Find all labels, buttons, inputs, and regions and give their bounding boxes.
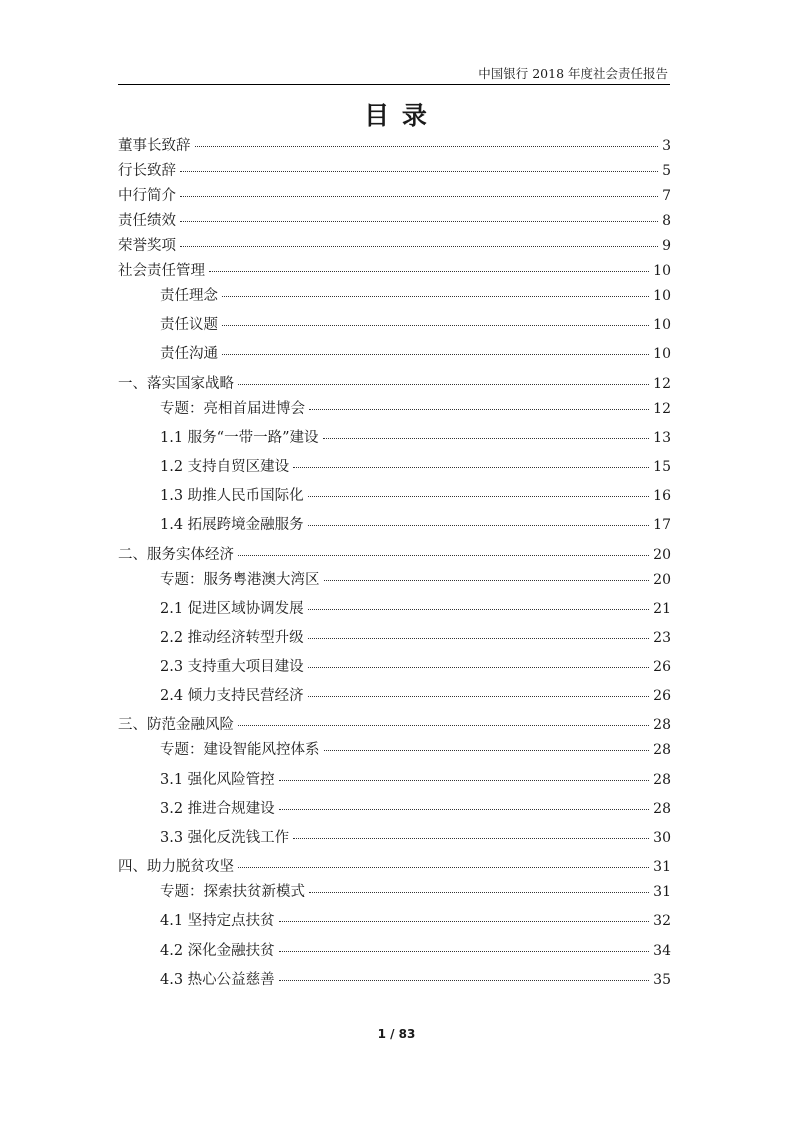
toc-entry-page: 20: [653, 571, 671, 588]
toc-entry-title: 1.2 支持自贸区建设: [160, 458, 290, 475]
toc-entry-title: 1.1 服务“一带一路”建设: [160, 429, 319, 446]
toc-entry[interactable]: [118, 426, 671, 455]
toc-entry-page: 30: [653, 830, 671, 846]
toc-entry-title: 4.2 深化金融扶贫: [160, 942, 275, 959]
toc-dot-leader: [238, 384, 649, 385]
toc-entry-page: 26: [653, 659, 671, 676]
toc-entry[interactable]: [118, 234, 671, 259]
page-number: 1 / 83: [377, 1027, 416, 1041]
toc-entry-page: 31: [653, 859, 671, 876]
toc-entry-title: 3.2 推进合规建设: [160, 800, 275, 817]
toc-entry-title: 责任理念: [160, 288, 218, 304]
toc-dot-leader: [279, 921, 650, 922]
toc-dot-leader: [279, 951, 650, 952]
toc-entry-page: 3: [662, 138, 671, 154]
toc-entry-page: 10: [653, 346, 671, 363]
toc-dot-leader: [180, 246, 658, 247]
toc-entry-page: 26: [653, 688, 671, 705]
toc-entry[interactable]: [118, 342, 671, 371]
toc-entry[interactable]: [118, 397, 671, 426]
toc-dot-leader: [309, 409, 649, 410]
toc-entry-page: 7: [662, 188, 671, 204]
toc-entry-title: 专题：建设智能风控体系: [160, 742, 320, 759]
toc-entry-page: 9: [662, 238, 671, 254]
toc-dot-leader: [279, 980, 650, 981]
toc-entry-page: 20: [653, 546, 671, 563]
toc-entry-page: 5: [662, 163, 671, 179]
toc-entry[interactable]: [118, 284, 671, 313]
toc-entry[interactable]: [118, 209, 671, 234]
toc-entry[interactable]: [118, 684, 671, 713]
toc-entry[interactable]: [118, 655, 671, 684]
toc-dot-leader: [293, 467, 649, 468]
toc-entry-title: 2.4 倾力支持民营经济: [160, 688, 304, 705]
toc-entry-title: 四、助力脱贫攻坚: [118, 859, 234, 876]
toc-entry[interactable]: [118, 738, 671, 767]
toc-dot-leader: [195, 146, 659, 147]
toc-entry[interactable]: [118, 939, 671, 968]
toc-entry-title: 2.1 促进区域协调发展: [160, 600, 304, 617]
toc-entry[interactable]: [118, 626, 671, 655]
toc-dot-leader: [180, 171, 658, 172]
toc-entry-page: 10: [653, 317, 671, 334]
toc-entry[interactable]: [118, 568, 671, 597]
toc-entry[interactable]: [118, 880, 671, 909]
toc-entry-page: 21: [653, 600, 671, 617]
toc-entry[interactable]: [118, 184, 671, 209]
toc-entry-page: 35: [653, 971, 671, 988]
toc-entry-title: 中行简介: [118, 188, 176, 204]
table-of-contents: [118, 134, 671, 997]
toc-entry-title: 专题：探索扶贫新模式: [160, 884, 305, 901]
toc-entry[interactable]: [118, 513, 671, 542]
toc-dot-leader: [222, 296, 649, 297]
toc-entry-page: 12: [653, 375, 671, 392]
toc-dot-leader: [324, 750, 650, 751]
toc-entry-page: 10: [653, 288, 671, 304]
toc-entry-title: 荣誉奖项: [118, 238, 176, 254]
running-header: 中国银行 2018 年度社会责任报告: [478, 66, 668, 81]
toc-entry-title: 1.3 助推人民币国际化: [160, 488, 304, 505]
toc-entry[interactable]: [118, 797, 671, 826]
toc-entry-title: 3.1 强化风险管控: [160, 771, 275, 788]
toc-dot-leader: [279, 809, 650, 810]
toc-entry-page: 34: [653, 942, 671, 959]
toc-entry[interactable]: [118, 543, 671, 568]
toc-entry-page: 17: [653, 517, 671, 534]
toc-entry-title: 专题：服务粤港澳大湾区: [160, 571, 320, 588]
toc-entry-title: 4.3 热心公益慈善: [160, 971, 275, 988]
toc-entry[interactable]: [118, 968, 671, 997]
toc-dot-leader: [238, 867, 649, 868]
toc-dot-leader: [222, 325, 649, 326]
toc-dot-leader: [180, 221, 658, 222]
toc-entry-title: 二、服务实体经济: [118, 546, 234, 563]
toc-entry[interactable]: [118, 159, 671, 184]
toc-entry-title: 社会责任管理: [118, 263, 205, 279]
toc-entry-page: 28: [653, 717, 671, 734]
toc-entry-page: 15: [653, 458, 671, 475]
toc-entry-title: 2.3 支持重大项目建设: [160, 659, 304, 676]
toc-dot-leader: [308, 696, 650, 697]
toc-dot-leader: [323, 438, 650, 439]
toc-entry[interactable]: [118, 597, 671, 626]
toc-dot-leader: [308, 609, 650, 610]
toc-dot-leader: [238, 725, 649, 726]
toc-entry[interactable]: [118, 259, 671, 284]
toc-entry-title: 责任绩效: [118, 213, 176, 229]
toc-entry-title: 4.1 坚持定点扶贫: [160, 913, 275, 930]
toc-entry-title: 专题：亮相首届进博会: [160, 400, 305, 417]
toc-dot-leader: [180, 196, 658, 197]
toc-entry-title: 行长致辞: [118, 163, 176, 179]
header-divider: [118, 84, 670, 85]
toc-entry-title: 董事长致辞: [118, 138, 191, 154]
toc-entry-page: 10: [653, 263, 671, 279]
toc-dot-leader: [238, 555, 649, 556]
toc-dot-leader: [209, 271, 649, 272]
toc-entry-page: 13: [653, 429, 671, 446]
toc-entry[interactable]: [118, 313, 671, 342]
toc-entry-title: 3.3 强化反洗钱工作: [160, 830, 290, 846]
toc-entry-page: 16: [653, 488, 671, 505]
toc-title: 目 录: [364, 101, 429, 130]
toc-dot-leader: [308, 525, 650, 526]
toc-entry[interactable]: [118, 826, 671, 855]
toc-dot-leader: [324, 580, 650, 581]
toc-entry[interactable]: [118, 484, 671, 513]
toc-entry-page: 28: [653, 771, 671, 788]
toc-dot-leader: [308, 638, 650, 639]
toc-entry-page: 8: [662, 213, 671, 229]
toc-entry-title: 责任议题: [160, 317, 218, 334]
toc-entry-title: 责任沟通: [160, 346, 218, 363]
toc-entry-title: 2.2 推动经济转型升级: [160, 629, 304, 646]
toc-dot-leader: [309, 892, 649, 893]
toc-entry-page: 31: [653, 884, 671, 901]
toc-dot-leader: [279, 780, 650, 781]
toc-entry[interactable]: [118, 713, 671, 738]
toc-dot-leader: [308, 667, 650, 668]
toc-dot-leader: [293, 838, 649, 839]
toc-entry-title: 三、防范金融风险: [118, 717, 234, 734]
toc-entry[interactable]: [118, 372, 671, 397]
toc-entry-page: 28: [653, 800, 671, 817]
toc-entry-title: 一、落实国家战略: [118, 375, 234, 392]
toc-entry[interactable]: [118, 855, 671, 880]
toc-entry[interactable]: [118, 909, 671, 938]
toc-entry[interactable]: [118, 768, 671, 797]
toc-entry-page: 28: [653, 742, 671, 759]
toc-dot-leader: [308, 496, 650, 497]
toc-dot-leader: [222, 354, 649, 355]
toc-entry-page: 12: [653, 400, 671, 417]
toc-entry[interactable]: [118, 455, 671, 484]
toc-entry[interactable]: [118, 134, 671, 159]
toc-entry-page: 32: [653, 913, 671, 930]
toc-entry-page: 23: [653, 629, 671, 646]
toc-entry-title: 1.4 拓展跨境金融服务: [160, 517, 304, 534]
